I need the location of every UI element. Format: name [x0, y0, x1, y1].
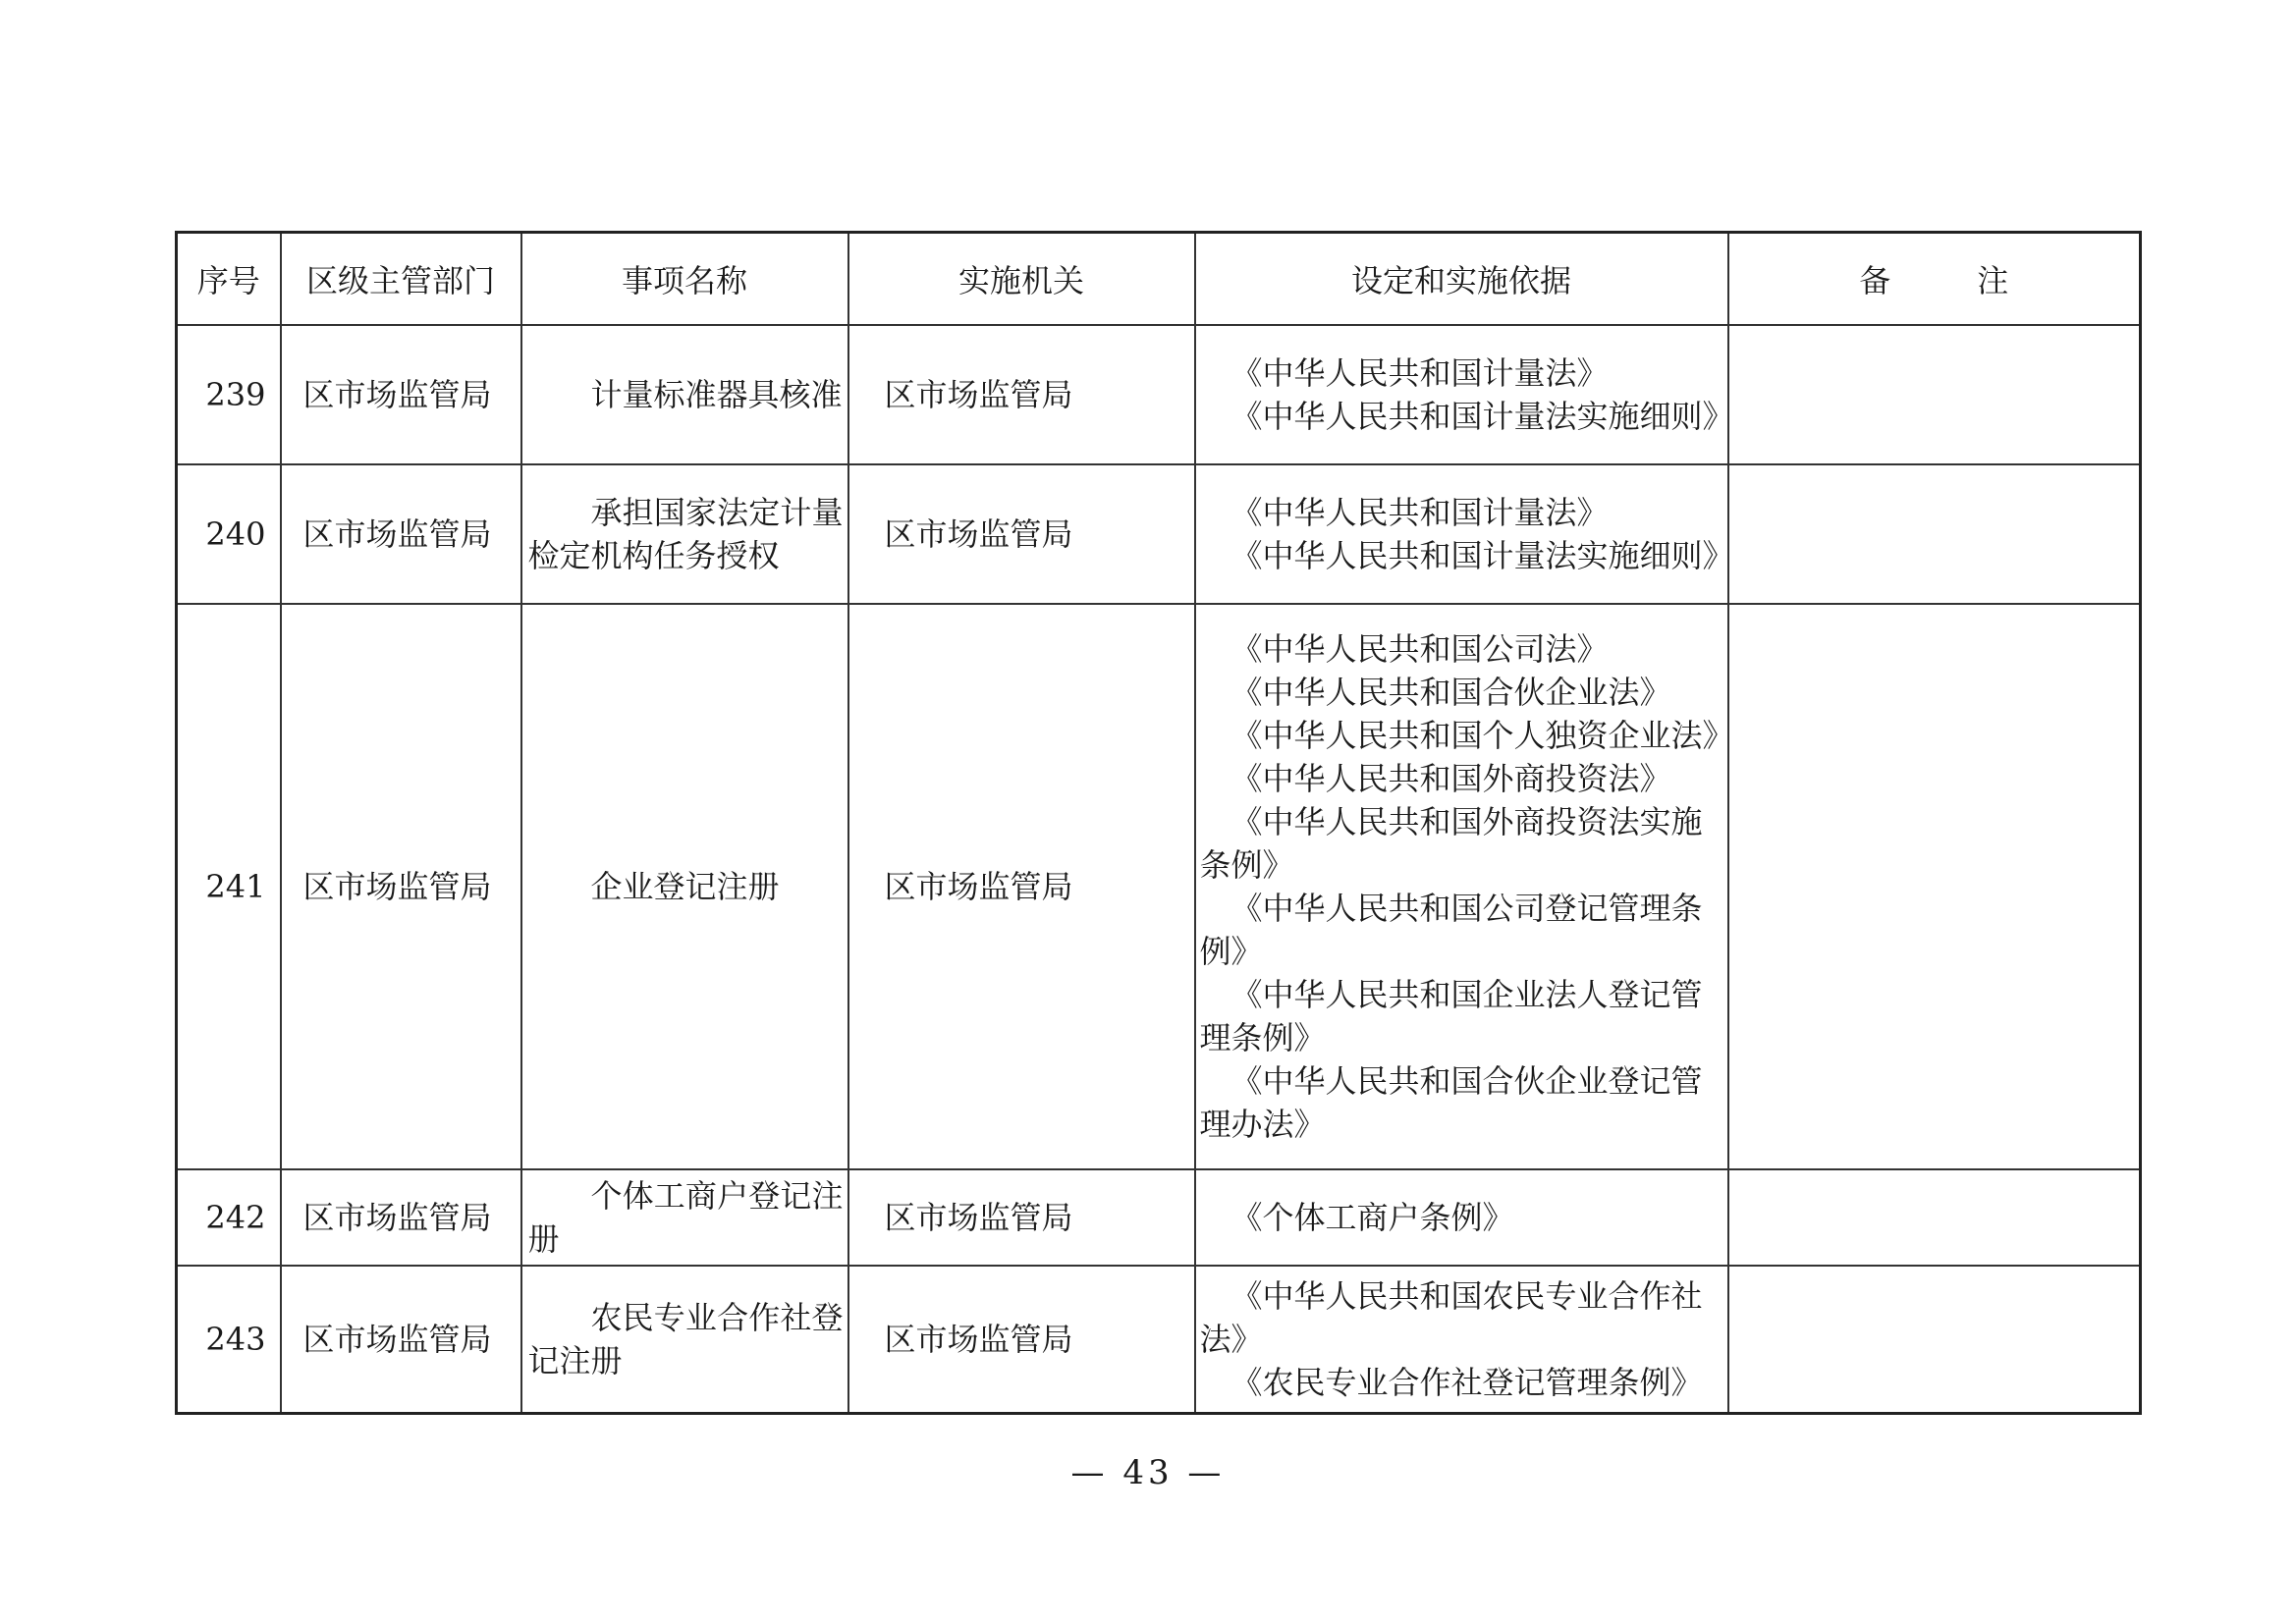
cell-org: 区市场监管局	[848, 1266, 1195, 1414]
cell-item-name	[521, 1266, 848, 1414]
basis-line: 《个体工商户条例》	[1230, 1199, 1514, 1236]
header-note	[1728, 233, 2141, 326]
basis-line: 《中华人民共和国计量法》	[1230, 354, 1609, 392]
item-name-text: 农民专业合作社登记注册	[527, 1299, 844, 1380]
basis-line: 《中华人民共和国外商投资法实施条例》	[1199, 803, 1703, 884]
item-name-text: 企业登记注册	[590, 868, 780, 905]
cell-org: 区市场监管局	[848, 604, 1195, 1169]
cell-seq: 241	[177, 604, 281, 1169]
basis-line: 《中华人民共和国计量法》	[1230, 494, 1609, 531]
cell-item-name	[521, 604, 848, 1169]
page-number: — 43 —	[1070, 1453, 1226, 1492]
basis-line: 《中华人民共和国公司登记管理条例》	[1199, 890, 1703, 970]
basis-line: 《中华人民共和国个人独资企业法》	[1230, 717, 1734, 754]
table-row	[177, 604, 2141, 1169]
cell-note	[1728, 325, 2141, 464]
item-name-text: 计量标准器具核准	[590, 376, 843, 413]
cell-note	[1728, 464, 2141, 604]
basis-line: 《中华人民共和国外商投资法》	[1230, 760, 1671, 797]
table-row	[177, 464, 2141, 604]
table-row	[177, 325, 2141, 464]
cell-org: 区市场监管局	[848, 325, 1195, 464]
header-seq: 序号	[177, 233, 281, 326]
document-table-container	[175, 231, 2139, 1415]
basis-line: 《中华人民共和国合伙企业登记管理办法》	[1199, 1062, 1703, 1143]
cell-basis	[1195, 604, 1734, 1169]
basis-line: 《中华人民共和国农民专业合作社法》	[1199, 1277, 1703, 1358]
table-header-row	[177, 233, 2141, 326]
cell-dept: 区市场监管局	[281, 1169, 521, 1266]
cell-dept: 区市场监管局	[281, 464, 521, 604]
header-note-part-b: 注	[1977, 262, 2009, 299]
cell-org: 区市场监管局	[848, 464, 1195, 604]
cell-note	[1728, 1169, 2141, 1266]
administrative-items-table	[175, 231, 2142, 1415]
cell-org: 区市场监管局	[848, 1169, 1195, 1266]
cell-dept: 区市场监管局	[281, 604, 521, 1169]
cell-seq: 242	[177, 1169, 281, 1266]
cell-basis	[1195, 1169, 1728, 1266]
basis-line: 《农民专业合作社登记管理条例》	[1230, 1364, 1703, 1401]
cell-basis	[1195, 1266, 1728, 1414]
header-org: 实施机关	[848, 233, 1195, 326]
cell-note	[1728, 1266, 2141, 1414]
header-note-part-a: 备	[1859, 262, 1891, 299]
cell-seq: 239	[177, 325, 281, 464]
header-dept: 区级主管部门	[281, 233, 521, 326]
cell-seq: 243	[177, 1266, 281, 1414]
cell-dept: 区市场监管局	[281, 325, 521, 464]
table-row	[177, 1266, 2141, 1414]
cell-basis	[1195, 325, 1734, 464]
cell-seq: 240	[177, 464, 281, 604]
cell-note	[1728, 604, 2141, 1169]
cell-item-name	[521, 325, 848, 464]
header-basis: 设定和实施依据	[1195, 233, 1728, 326]
basis-line: 《中华人民共和国计量法实施细则》	[1230, 537, 1734, 574]
cell-item-name	[521, 464, 848, 604]
basis-line: 《中华人民共和国合伙企业法》	[1230, 674, 1671, 711]
cell-basis	[1195, 464, 1734, 604]
item-name-text: 承担国家法定计量检定机构任务授权	[527, 494, 844, 574]
table-row	[177, 1169, 2141, 1266]
cell-dept: 区市场监管局	[281, 1266, 521, 1414]
header-name: 事项名称	[521, 233, 848, 326]
cell-item-name	[521, 1169, 848, 1266]
basis-line: 《中华人民共和国公司法》	[1230, 630, 1609, 668]
basis-line: 《中华人民共和国计量法实施细则》	[1230, 398, 1734, 435]
basis-line: 《中华人民共和国企业法人登记管理条例》	[1199, 976, 1703, 1056]
item-name-text: 个体工商户登记注册	[527, 1177, 844, 1258]
